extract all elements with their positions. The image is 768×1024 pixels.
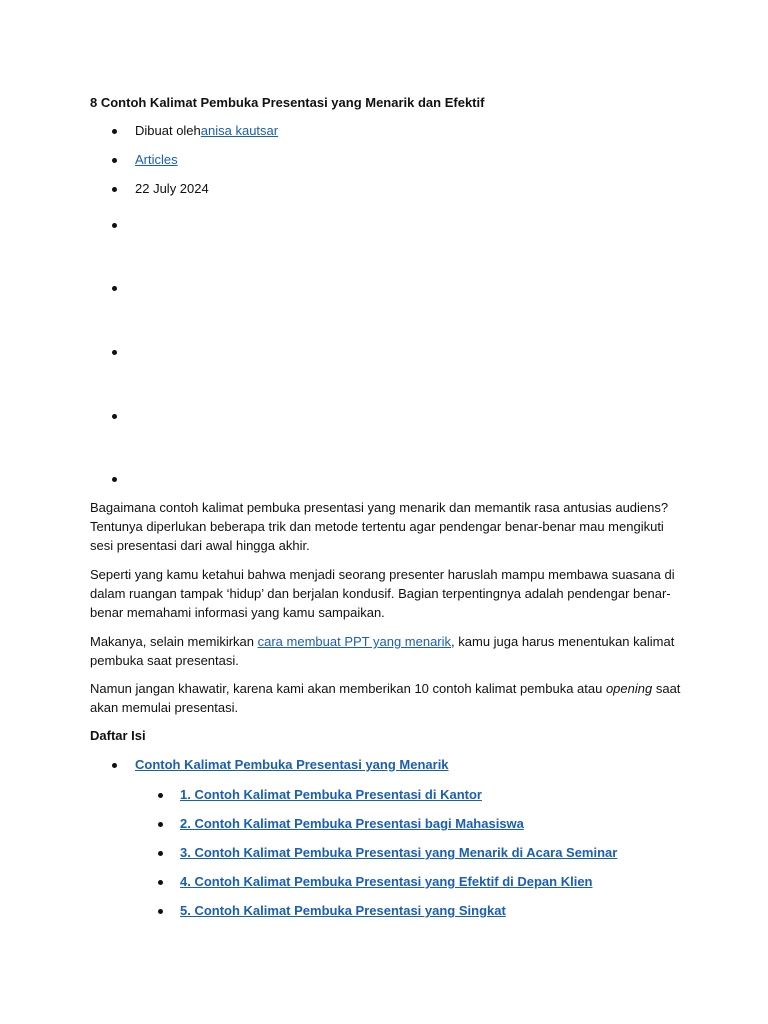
paragraph-text: Makanya, selain memikirkan <box>90 634 258 649</box>
paragraph-line: sesi presentasi dari awal hingga akhir. <box>90 538 310 553</box>
toc-link[interactable]: 5. Contoh Kalimat Pembuka Presentasi yang Singkat <box>180 903 506 918</box>
bullet-icon <box>112 477 117 482</box>
paragraph-text: saat <box>652 681 681 696</box>
paragraph-line: dalam ruangan tampak ‘hidup’ dan berjalan kondusif. Bagian terpentingnya adalah pendengar benar- <box>90 586 671 601</box>
toc-link[interactable]: 4. Contoh Kalimat Pembuka Presentasi yang Efektif di Depan Klien <box>180 874 593 889</box>
bullet-icon <box>112 763 117 768</box>
bullet-icon <box>112 350 117 355</box>
bullet-icon <box>158 880 163 885</box>
article-title: 8 Contoh Kalimat Pembuka Presentasi yang Menarik dan Efektif <box>90 95 485 110</box>
paragraph-ppt <box>90 632 675 670</box>
paragraph-line: akan memulai presentasi. <box>90 700 239 715</box>
author-prefix: Dibuat oleh <box>135 123 201 138</box>
paragraph-text: , kamu juga harus menentukan kalimat <box>451 634 675 649</box>
publish-date: 22 July 2024 <box>135 181 209 196</box>
paragraph-presenter <box>90 565 675 622</box>
toc-link[interactable]: 3. Contoh Kalimat Pembuka Presentasi yang Menarik di Acara Seminar <box>180 845 618 860</box>
bullet-icon <box>112 158 117 163</box>
ppt-guide-link[interactable]: cara membuat PPT yang menarik <box>257 634 452 649</box>
bullet-icon <box>158 793 163 798</box>
bullet-icon <box>158 822 163 827</box>
bullet-icon <box>112 129 117 134</box>
paragraph-line: benar memahami informasi yang kamu sampaikan. <box>90 605 385 620</box>
bullet-icon <box>112 187 117 192</box>
toc-link[interactable]: 2. Contoh Kalimat Pembuka Presentasi bagi Mahasiswa <box>180 816 524 831</box>
toc-link[interactable]: 1. Contoh Kalimat Pembuka Presentasi di Kantor <box>180 787 482 802</box>
bullet-icon <box>112 414 117 419</box>
author-link[interactable]: anisa kautsar <box>200 123 279 138</box>
bullet-icon <box>112 286 117 291</box>
toc-heading: Daftar Isi <box>90 728 146 743</box>
toc-link[interactable]: Contoh Kalimat Pembuka Presentasi yang Menarik <box>135 757 449 772</box>
category-link[interactable]: Articles <box>135 152 178 167</box>
paragraph-intro <box>90 498 669 555</box>
bullet-icon <box>158 851 163 856</box>
paragraph-opening <box>90 679 681 717</box>
paragraph-text: Namun jangan khawatir, karena kami akan memberikan 10 contoh kalimat pembuka atau <box>90 681 606 696</box>
paragraph-line: Seperti yang kamu ketahui bahwa menjadi seorang presenter haruslah mampu membawa suasana di <box>90 567 675 582</box>
italic-term: opening <box>605 681 653 696</box>
paragraph-line: Bagaimana contoh kalimat pembuka presentasi yang menarik dan memantik rasa antusias audiens? <box>90 500 669 515</box>
paragraph-line: Tentunya diperlukan beberapa trik dan metode tertentu agar pendengar benar-benar mau mengikuti <box>90 519 664 534</box>
bullet-icon <box>158 909 163 914</box>
bullet-icon <box>112 223 117 228</box>
paragraph-line: pembuka saat presentasi. <box>90 653 239 668</box>
